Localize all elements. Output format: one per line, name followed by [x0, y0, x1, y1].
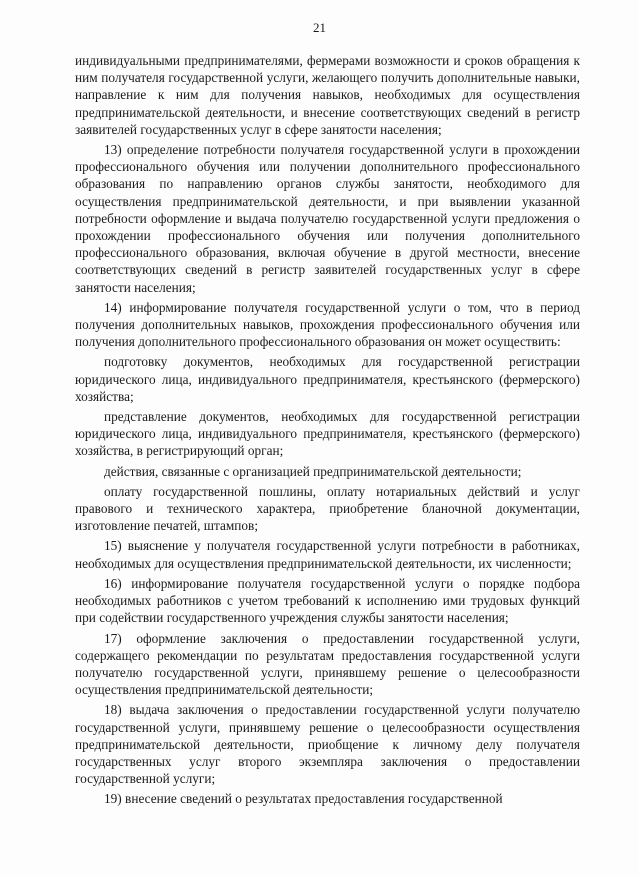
paragraph-continuation: индивидуальными предпринимателями, фермерами возможности и сроков обращения к ним получателя государственной услуги, желающего получить дополнительные навыки, направление к ним для получения навыков, необходимых для осуществления предпринимательской деятельности, и внесение соответствующих сведений в регистр заявителей государственных услуг в сфере занятости населения; — [75, 53, 580, 137]
paragraph-subitem-document-preparation: подготовку документов, необходимых для государственной регистрации юридического лица, индивидуального предпринимателя, крестьянского (фермерского) хозяйства; — [75, 354, 580, 404]
page-number: 21 — [313, 20, 326, 35]
paragraph-item-14: 14) информирование получателя государственной услуги о том, что в период получения дополнительных навыков, прохождения профессионального обучения или получения дополнительного профессионального образования он может осуществить: — [75, 299, 580, 350]
paragraph-item-18: 18) выдача заключения о предоставлении государственной услуги получателю государственной услуги, принявшему решение о целесообразности осуществления предпринимательской деятельности, приобщение к личному делу получателя государственных услуг второго экземпляра заключения о предоставлении государственной услуги; — [75, 702, 580, 787]
paragraph-item-13: 13) определение потребности получателя государственной услуги в прохождении профессионального обучения или получении дополнительного профессионального образования по направлению органов службы занятости, необходимого для осуществления предпринимательской деятельности, и при выявлении указанной потребности оформление и выдача получателю государственной услуги предложения о прохождении профессионального обучения или получения дополнительного профессионального образования, включая обучение в другой местности, внесение соответствующих сведений в регистр заявителей государственных услуг в сфере занятости населения; — [75, 142, 580, 295]
document-body — [75, 52, 580, 811]
paragraph-subitem-document-submission: представление документов, необходимых для государственной регистрации юридического лица, индивидуального предпринимателя, крестьянского (фермерского) хозяйства, в регистрирующий орган; — [75, 409, 580, 459]
paragraph-subitem-business-organization: действия, связанные с организацией предпринимательской деятельности; — [104, 463, 522, 479]
paragraph-item-19: 19) внесение сведений о результатах предоставления государственной — [104, 791, 503, 807]
paragraph-item-16: 16) информирование получателя государственной услуги о порядке подбора необходимых работников с учетом требований к исполнению ими трудовых функций при содействии государственного учреждения службы занятости населения; — [75, 575, 580, 626]
paragraph-subitem-fees-payment: оплату государственной пошлины, оплату нотариальных действий и услуг правового и технического характера, приобретение бланочной документации, изготовление печатей, штампов; — [75, 483, 580, 534]
paragraph-item-15: 15) выяснение у получателя государственной услуги потребности в работниках, необходимых для осуществления предпринимательской деятельности, их численности; — [75, 538, 580, 571]
paragraph-item-17: 17) оформление заключения о предоставлении государственной услуги, содержащего рекомендации по результатам предоставления государственной услуги получателю государственной услуги, принявшему решение о целесообразности осуществления предпринимательской деятельности; — [75, 630, 580, 698]
